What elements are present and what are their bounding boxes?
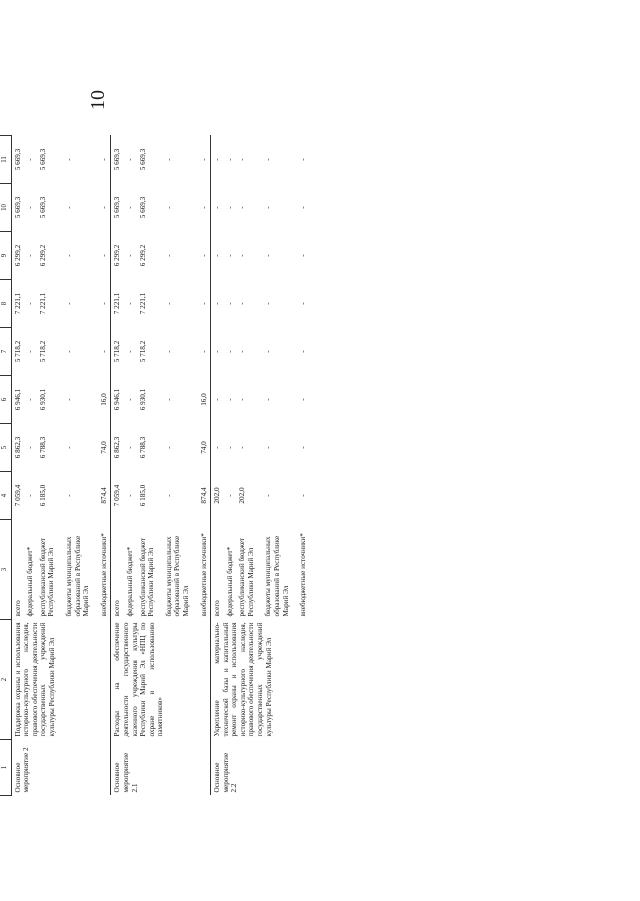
amount-cell: - bbox=[264, 494, 273, 497]
amount-cell: - bbox=[211, 184, 224, 232]
funding-source: бюджеты муниципальных образований в Республике Марий Эл bbox=[164, 535, 190, 617]
measure-number: Основное мероприятие 2.2 bbox=[211, 740, 310, 796]
amount-cell: 5 669,3 bbox=[11, 184, 24, 232]
amount-cell: - bbox=[264, 350, 273, 353]
amount-cell: - bbox=[64, 254, 73, 257]
amount-cell: - bbox=[199, 158, 208, 161]
column-header-6: 6 bbox=[0, 376, 11, 424]
amount-cell: - bbox=[299, 254, 308, 257]
column-header-1: 1 bbox=[0, 740, 11, 796]
amount-cell: - bbox=[299, 302, 308, 305]
table-row bbox=[111, 136, 124, 796]
amount-cell: - bbox=[238, 446, 247, 449]
amount-cell: - bbox=[264, 446, 273, 449]
page-number: 10 bbox=[87, 90, 109, 110]
measure-number: Основное мероприятие 2.1 bbox=[111, 740, 211, 796]
funding-source: республиканский бюджет Республики Марий Эл bbox=[38, 537, 56, 617]
amount-cell: 6 788,3 bbox=[138, 436, 147, 459]
amount-cell: 6 185,0 bbox=[138, 484, 147, 507]
column-header-7: 7 bbox=[0, 328, 11, 376]
amount-cell: - bbox=[125, 206, 134, 209]
amount-cell: - bbox=[125, 158, 134, 161]
amount-cell: - bbox=[125, 494, 134, 497]
amount-cell: - bbox=[211, 136, 224, 184]
column-header-4: 4 bbox=[0, 472, 11, 520]
amount-cell: - bbox=[225, 158, 234, 161]
amount-cell: 6 299,2 bbox=[11, 232, 24, 280]
amount-cell: - bbox=[264, 206, 273, 209]
amount-cell: 7 221,1 bbox=[11, 280, 24, 328]
amount-cell: 74,0 bbox=[99, 441, 108, 454]
funding-source: всего bbox=[11, 520, 24, 620]
amount-cell: 5 669,3 bbox=[38, 148, 47, 171]
amount-cell: - bbox=[238, 350, 247, 353]
funding-source: федеральный бюджет* bbox=[225, 546, 234, 617]
funding-source: республиканский бюджет Республики Марий Эл bbox=[238, 537, 255, 617]
amount-cell: - bbox=[164, 350, 173, 353]
funding-source: внебюджетные источники* bbox=[299, 533, 308, 617]
amount-cell: 16,0 bbox=[99, 393, 108, 406]
amount-cell: - bbox=[64, 494, 73, 497]
amount-cell: - bbox=[64, 206, 73, 209]
amount-cell: 5 669,3 bbox=[111, 136, 124, 184]
amount-cell: - bbox=[164, 254, 173, 257]
column-header-2: 2 bbox=[0, 620, 11, 740]
measure-description: Расходы на обеспечение деятельности государственного казенного учреждения культуры Республики Марий Эл «НПЦ по охране и использованию памятников» bbox=[111, 620, 211, 740]
amount-cell: - bbox=[64, 302, 73, 305]
amount-cell: 7 059,4 bbox=[11, 472, 24, 520]
amount-cell: 5 669,3 bbox=[138, 196, 147, 219]
amount-cell: 5 718,2 bbox=[11, 328, 24, 376]
amount-cell: - bbox=[64, 350, 73, 353]
amount-cell: - bbox=[225, 302, 234, 305]
measure-description: Укрепление материально-технической базы и капитальный ремонт охраны и использования историко-культурного наследия, правового обеспечения деятельности государственных учреждений культуры Республики Марий Эл bbox=[211, 620, 310, 740]
funding-source: всего bbox=[211, 520, 224, 620]
amount-cell: - bbox=[26, 158, 35, 161]
amount-cell: - bbox=[225, 350, 234, 353]
amount-cell: - bbox=[299, 494, 308, 497]
amount-cell: 6 185,0 bbox=[38, 484, 47, 507]
amount-cell: 7 221,1 bbox=[38, 292, 47, 315]
column-header-10: 10 bbox=[0, 184, 11, 232]
amount-cell: - bbox=[264, 158, 273, 161]
amount-cell: - bbox=[164, 302, 173, 305]
column-header-3: 3 bbox=[0, 520, 11, 620]
amount-cell: - bbox=[125, 302, 134, 305]
amount-cell: - bbox=[238, 398, 247, 401]
amount-cell: - bbox=[164, 398, 173, 401]
amount-cell: - bbox=[225, 254, 234, 257]
amount-cell: - bbox=[238, 254, 247, 257]
amount-cell: - bbox=[211, 280, 224, 328]
funding-source: федеральный бюджет* bbox=[26, 546, 35, 617]
amount-cell: - bbox=[26, 446, 35, 449]
header-row bbox=[0, 136, 11, 796]
amount-cell: 7 221,1 bbox=[138, 292, 147, 315]
amount-cell: - bbox=[211, 376, 224, 424]
amount-cell: - bbox=[64, 158, 73, 161]
amount-cell: - bbox=[26, 206, 35, 209]
amount-cell: 7 221,1 bbox=[111, 280, 124, 328]
amount-cell: - bbox=[125, 350, 134, 353]
amount-cell: - bbox=[225, 398, 234, 401]
amount-cell: - bbox=[99, 158, 108, 161]
amount-cell: - bbox=[238, 302, 247, 305]
amount-cell: - bbox=[164, 446, 173, 449]
amount-cell: 5 718,2 bbox=[38, 340, 47, 363]
amount-cell: - bbox=[26, 302, 35, 305]
amount-cell: - bbox=[211, 328, 224, 376]
amount-cell: - bbox=[199, 302, 208, 305]
table-row bbox=[11, 136, 24, 796]
amount-cell: - bbox=[99, 254, 108, 257]
amount-cell: 5 669,3 bbox=[138, 148, 147, 171]
funding-source: внебюджетные источники* bbox=[99, 533, 108, 617]
amount-cell: 7 059,4 bbox=[111, 472, 124, 520]
amount-cell: - bbox=[299, 398, 308, 401]
amount-cell: - bbox=[238, 158, 247, 161]
funding-source: внебюджетные источники* bbox=[199, 533, 208, 617]
amount-cell: 74,0 bbox=[199, 441, 208, 454]
amount-cell: 6 862,3 bbox=[11, 424, 24, 472]
amount-cell: 6 930,1 bbox=[38, 388, 47, 411]
amount-cell: - bbox=[299, 350, 308, 353]
amount-cell: 6 862,3 bbox=[111, 424, 124, 472]
amount-cell: 6 930,1 bbox=[138, 388, 147, 411]
amount-cell: 6 299,2 bbox=[138, 244, 147, 267]
column-header-11: 11 bbox=[0, 136, 11, 184]
amount-cell: - bbox=[26, 398, 35, 401]
funding-source: федеральный бюджет* bbox=[125, 546, 134, 617]
amount-cell: 202,0 bbox=[238, 487, 247, 504]
amount-cell: - bbox=[125, 446, 134, 449]
amount-cell: - bbox=[99, 206, 108, 209]
measure-description: Поддержка охраны и использования историко-культурного наследия, правового обеспечения деятельности государственных учреждений культуры Республики Марий Эл bbox=[11, 620, 111, 740]
amount-cell: 16,0 bbox=[199, 393, 208, 406]
amount-cell: - bbox=[225, 206, 234, 209]
column-header-8: 8 bbox=[0, 280, 11, 328]
measure-number: Основное мероприятие 2 bbox=[11, 740, 111, 796]
funding-source: всего bbox=[111, 520, 124, 620]
amount-cell: - bbox=[164, 206, 173, 209]
amount-cell: - bbox=[26, 494, 35, 497]
amount-cell: - bbox=[199, 254, 208, 257]
amount-cell: 5 669,3 bbox=[38, 196, 47, 219]
amount-cell: 6 299,2 bbox=[111, 232, 124, 280]
amount-cell: - bbox=[225, 446, 234, 449]
amount-cell: - bbox=[64, 398, 73, 401]
amount-cell: - bbox=[99, 350, 108, 353]
amount-cell: - bbox=[264, 398, 273, 401]
amount-cell: 5 718,2 bbox=[111, 328, 124, 376]
amount-cell: 6 946,1 bbox=[111, 376, 124, 424]
funding-source: бюджеты муниципальных образований в Республике Марий Эл bbox=[264, 535, 290, 617]
funding-source: республиканский бюджет Республики Марий Эл bbox=[138, 537, 156, 617]
amount-cell: - bbox=[264, 254, 273, 257]
funding-source: бюджеты муниципальных образований в Республике Марий Эл bbox=[64, 535, 91, 617]
amount-cell: 874,4 bbox=[199, 487, 208, 504]
amount-cell: - bbox=[99, 302, 108, 305]
amount-cell: 5 669,3 bbox=[11, 136, 24, 184]
amount-cell: - bbox=[211, 424, 224, 472]
rotated-table-wrapper bbox=[0, 136, 471, 796]
amount-cell: 5 669,3 bbox=[111, 184, 124, 232]
amount-cell: - bbox=[64, 446, 73, 449]
amount-cell: 6 946,1 bbox=[11, 376, 24, 424]
amount-cell: - bbox=[199, 206, 208, 209]
amount-cell: - bbox=[164, 158, 173, 161]
amount-cell: 874,4 bbox=[99, 487, 108, 504]
amount-cell: 5 718,2 bbox=[138, 340, 147, 363]
amount-cell: - bbox=[299, 206, 308, 209]
amount-cell: - bbox=[26, 350, 35, 353]
amount-cell: - bbox=[125, 254, 134, 257]
amount-cell: - bbox=[164, 494, 173, 497]
amount-cell: 6 299,2 bbox=[38, 244, 47, 267]
amount-cell: - bbox=[238, 206, 247, 209]
budget-table bbox=[0, 135, 310, 796]
amount-cell: - bbox=[299, 158, 308, 161]
column-header-9: 9 bbox=[0, 232, 11, 280]
amount-cell: - bbox=[211, 232, 224, 280]
amount-cell: 6 788,3 bbox=[38, 436, 47, 459]
amount-cell: - bbox=[125, 398, 134, 401]
amount-cell: - bbox=[299, 446, 308, 449]
amount-cell: - bbox=[26, 254, 35, 257]
amount-cell: 202,0 bbox=[211, 472, 224, 520]
table-row bbox=[211, 136, 224, 796]
column-header-5: 5 bbox=[0, 424, 11, 472]
amount-cell: - bbox=[199, 350, 208, 353]
amount-cell: - bbox=[225, 494, 234, 497]
amount-cell: - bbox=[264, 302, 273, 305]
